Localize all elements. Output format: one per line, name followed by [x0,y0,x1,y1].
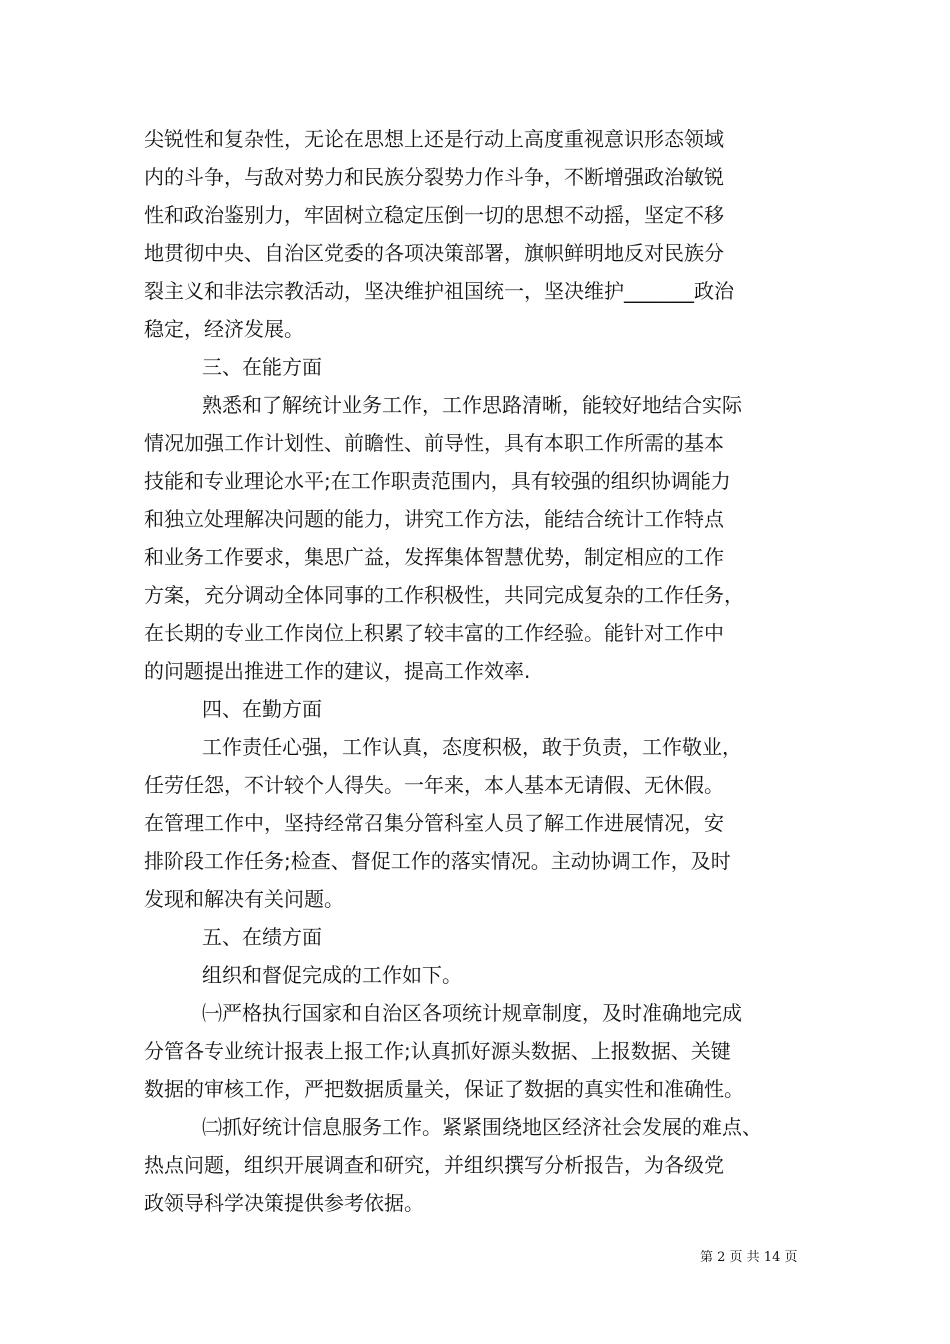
text-line: 尖锐性和复杂性，无论在思想上还是行动上高度重视意识形态领域 [144,127,724,151]
text-line: 熟悉和了解统计业务工作，工作思路清晰，能较好地结合实际 [202,393,742,417]
text-line: 组织和督促完成的工作如下。 [202,963,462,987]
section-heading-ability: 三、在能方面 [202,355,322,379]
text-line: ㈠严格执行国家和自治区各项统计规章制度，及时准确地完成 [202,1001,742,1025]
text-line: 数据的审核工作，严把数据质量关，保证了数据的真实性和准确性。 [144,1077,744,1101]
text-line: 发现和解决有关问题。 [144,887,344,911]
text-line: 任劳任怨，不计较个人得失。一年来，本人基本无请假、无休假。 [144,773,724,797]
document-body [144,120,814,1222]
page-indicator: 第 2 页 共 14 页 [700,1250,798,1265]
text-line: 稳定，经济发展。 [144,317,304,341]
text-line: 分管各专业统计报表上报工作;认真抓好源头数据、上报数据、关键 [144,1039,731,1063]
section-heading-diligence: 四、在勤方面 [202,697,322,721]
text-line: 在管理工作中，坚持经常召集分管科室人员了解工作进展情况，安 [144,811,724,835]
text-line: 和独立处理解决问题的能力，讲究工作方法，能结合统计工作特点 [144,507,724,531]
text-line: 性和政治鉴别力，牢固树立稳定压倒一切的思想不动摇，坚定不移 [144,203,724,227]
text-line: 工作责任心强，工作认真，态度积极，敢于负责，工作敬业， [202,735,742,759]
text-line: 排阶段工作任务;检查、督促工作的落实情况。主动协调工作，及时 [144,849,731,873]
text-line: 内的斗争，与敌对势力和民族分裂势力作斗争，不断增强政治敏锐 [144,165,724,189]
text-line: 政领导科学决策提供参考依据。 [144,1191,424,1215]
text-line: 情况加强工作计划性、前瞻性、前导性，具有本职工作所需的基本 [144,431,724,455]
text-line: 和业务工作要求，集思广益，发挥集体智慧优势，制定相应的工作 [144,545,724,569]
text-line: 技能和专业理论水平;在工作职责范围内，具有较强的组织协调能力 [144,469,731,493]
text-line: 热点问题，组织开展调查和研究，并组织撰写分析报告，为各级党 [144,1153,724,1177]
text-line: 裂主义和非法宗教活动，坚决维护祖国统一，坚决维护_______政治 [144,279,734,303]
text-line: 在长期的专业工作岗位上积累了较丰富的工作经验。能针对工作中 [144,621,724,645]
text-line: 地贯彻中央、自治区党委的各项决策部署，旗帜鲜明地反对民族分 [144,241,724,265]
section-heading-performance: 五、在绩方面 [202,925,322,949]
text-line: 方案，充分调动全体同事的工作积极性，共同完成复杂的工作任务， [144,583,744,607]
text-line: 的问题提出推进工作的建议，提高工作效率. [144,659,531,683]
text-line: ㈡抓好统计信息服务工作。紧紧围绕地区经济社会发展的难点、 [202,1115,762,1139]
